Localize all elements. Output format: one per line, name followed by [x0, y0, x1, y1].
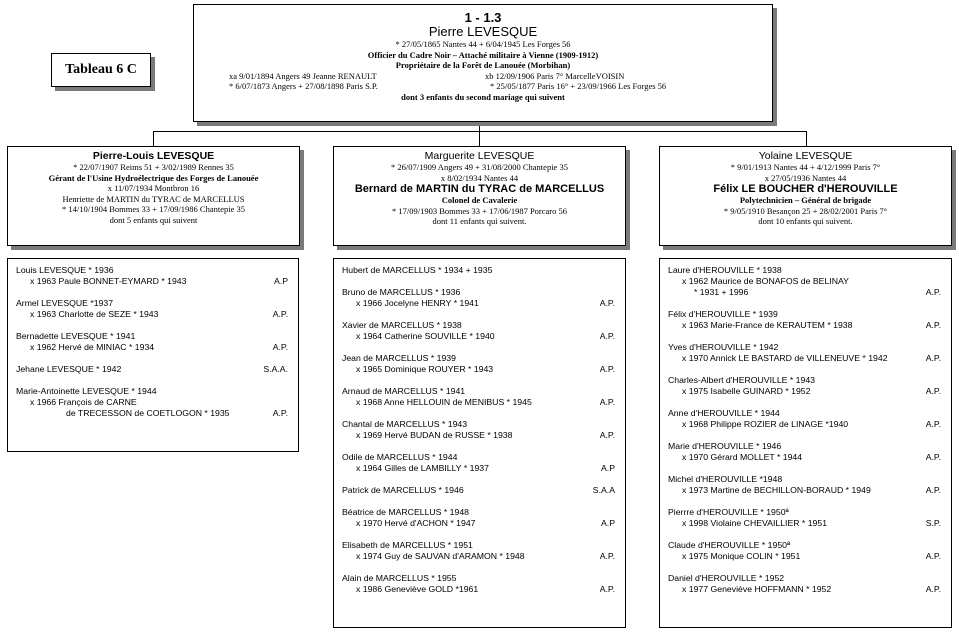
descendant-entry [668, 573, 941, 595]
child-spouse: Bernard de MARTIN du TYRAC de MARCELLUS [354, 183, 605, 195]
descendant-name: Xavier de MARCELLUS * 1938 [342, 320, 462, 330]
descendants-list-marguerite [333, 258, 626, 628]
root-spouse-dates-row [194, 81, 772, 92]
connector-horizontal [153, 131, 807, 132]
descendant-spouse: x 1965 Dominique ROUYER * 1943 [356, 364, 494, 374]
descendant-entry [342, 452, 615, 474]
connector-left [153, 131, 154, 146]
descendant-spouse-dates: * 1931 + 1996 [694, 287, 749, 297]
descendant-status-note: S.A.A [592, 485, 615, 495]
descendant-name: Jean de MARCELLUS * 1939 [342, 353, 456, 363]
descendant-status-note: A.P. [272, 408, 288, 418]
descendant-name: Bernadette LEVESQUE * 1941 [16, 331, 136, 341]
descendant-name: Bruno de MARCELLUS * 1936 [342, 287, 461, 297]
descendant-entry [668, 375, 941, 397]
descendant-status-note: A.P. [925, 419, 941, 429]
descendant-status-note: A.P. [599, 364, 615, 374]
descendant-entry [16, 364, 288, 375]
descendant-entry [668, 265, 941, 298]
descendant-spouse: x 1975 Monique COLIN * 1951 [682, 551, 801, 561]
descendant-spouse: x 1986 Geneviève GOLD *1961 [356, 584, 479, 594]
descendant-status-note: A.P [273, 276, 288, 286]
descendant-entry [342, 573, 615, 595]
child-box-pierre-louis [7, 146, 300, 246]
descendant-spouse-cont: de TRECESSON de COETLOGON * 1935 [66, 408, 230, 418]
descendant-spouse: x 1977 Geneviève HOFFMANN * 1952 [682, 584, 832, 594]
descendant-name: Odile de MARCELLUS * 1944 [342, 452, 458, 462]
descendants-list-yolaine [659, 258, 952, 628]
child-spouse: Henriette de MARTIN du TYRAC de MARCELLUS [62, 193, 245, 204]
root-title-2: Propriétaire de la Forêt de Lanouée (Morbihan) [395, 60, 571, 70]
child-spouse-dates: * 17/09/1903 Bommes 33 + 17/06/1987 Porcaro 56 [391, 205, 568, 216]
child-spouse-dates: * 14/10/1904 Bommes 33 + 17/09/1986 Chantepie 35 [61, 204, 246, 214]
descendant-spouse: x 1963 Marie-France de KERAUTEM * 1938 [682, 320, 853, 330]
child-footer: dont 5 enfants qui suivent [109, 214, 198, 225]
descendant-spouse: x 1969 Hervé BUDAN de RUSSE * 1938 [356, 430, 513, 440]
descendant-spouse: x 1966 Jocelyne HENRY * 1941 [356, 298, 479, 308]
descendant-spouse: x 1964 Catherine SOUVILLE * 1940 [356, 331, 495, 341]
descendant-name: Jehane LEVESQUE * 1942 [16, 364, 122, 374]
descendant-name: Michel d'HEROUVILLE *1948 [668, 474, 783, 484]
descendant-status-note: A.P. [599, 331, 615, 341]
descendant-spouse: x 1966 François de CARNE [30, 397, 137, 407]
descendant-name: Elisabeth de MARCELLUS * 1951 [342, 540, 473, 550]
child-marriage: x 11/07/1934 Montbron 16 [107, 183, 200, 193]
descendant-entry [668, 342, 941, 364]
descendant-entry [668, 540, 941, 562]
descendant-status-note: S.A.A. [263, 364, 288, 374]
tableau-label: Tableau 6 C [51, 53, 151, 87]
descendant-name: Pierrre d'HEROUVILLE * 1950ª [668, 507, 789, 517]
descendant-name: Chantal de MARCELLUS * 1943 [342, 419, 468, 429]
descendant-status-note: S.P. [925, 518, 941, 528]
descendant-entry [16, 386, 288, 419]
root-name: Pierre LEVESQUE [428, 24, 538, 39]
descendant-status-note: A.P. [925, 485, 941, 495]
descendant-status-note: A.P. [925, 386, 941, 396]
descendant-spouse: x 1968 Anne HELLOUIN de MENIBUS * 1945 [356, 397, 532, 407]
root-footer: dont 3 enfants du second mariage qui suivent [401, 91, 565, 102]
descendant-entry [342, 320, 615, 342]
descendant-status-note: A.P. [272, 342, 288, 352]
descendant-status-note: A.P. [925, 320, 941, 330]
descendant-spouse: x 1962 Hervé de MINIAC * 1934 [30, 342, 155, 352]
descendant-entry [342, 287, 615, 309]
root-spouse-b: xb 12/09/1906 Paris 7° MarcelleVOISIN [485, 70, 625, 81]
child-title: Gérant de l'Usine Hydroélectrique des Forges de Lanouée [48, 172, 259, 183]
descendant-name: Alain de MARCELLUS * 1955 [342, 573, 457, 583]
descendant-status-note: A.P. [599, 584, 615, 594]
child-box-marguerite [333, 146, 626, 246]
descendant-name: Yves d'HEROUVILLE * 1942 [668, 342, 779, 352]
descendant-name: Marie d'HEROUVILLE * 1946 [668, 441, 782, 451]
child-marriage: x 27/05/1936 Nantes 44 [764, 172, 847, 183]
descendant-name: Louis LEVESQUE * 1936 [16, 265, 114, 275]
descendant-entry [342, 353, 615, 375]
descendant-entry [342, 386, 615, 408]
descendant-name: Félix d'HEROUVILLE * 1939 [668, 309, 778, 319]
descendant-status-note: A.P [600, 463, 615, 473]
descendant-name: Daniel d'HEROUVILLE * 1952 [668, 573, 785, 583]
descendant-status-note: A.P. [599, 551, 615, 561]
child-box-yolaine [659, 146, 952, 246]
descendant-name: Hubert de MARCELLUS * 1934 + 1935 [342, 265, 493, 275]
descendant-status-note: A.P. [925, 353, 941, 363]
root-spouse-b-dates: * 25/05/1877 Paris 16° + 23/09/1966 Les Forges 56 [490, 81, 667, 91]
descendant-status-note: A.P. [925, 452, 941, 462]
child-dates: * 26/07/1909 Angers 49 + 31/08/2000 Chantepie 35 [391, 162, 568, 172]
root-spouse-a: xa 9/01/1894 Angers 49 Jeanne RENAULT [229, 70, 377, 81]
descendant-entry [668, 309, 941, 331]
descendant-name: Arnaud de MARCELLUS * 1941 [342, 386, 466, 396]
child-footer: dont 11 enfants qui suivent. [432, 216, 527, 226]
descendant-spouse: x 1970 Annick LE BASTARD de VILLENEUVE * 1942 [682, 353, 888, 363]
descendant-spouse: x 1973 Martine de BECHILLON-BORAUD * 1949 [682, 485, 871, 495]
descendant-spouse: x 1963 Paule BONNET-EYMARD * 1943 [30, 276, 187, 286]
descendant-name: Béatrice de MARCELLUS * 1948 [342, 507, 469, 517]
descendant-entry [16, 298, 288, 320]
descendant-entry [668, 408, 941, 430]
descendant-entry [342, 507, 615, 529]
descendant-entry [668, 441, 941, 463]
descendant-spouse: x 1998 Violaine CHEVAILLIER * 1951 [682, 518, 828, 528]
descendant-spouse: x 1975 Isabelle GUINARD * 1952 [682, 386, 811, 396]
child-marriage: x 8/02/1934 Nantes 44 [440, 172, 519, 183]
descendant-spouse: x 1963 Charlotte de SEZE * 1943 [30, 309, 159, 319]
child-spouse: Félix LE BOUCHER d'HEROUVILLE [713, 183, 898, 195]
descendant-status-note: A.P. [925, 551, 941, 561]
descendant-name: Anne d'HEROUVILLE * 1944 [668, 408, 780, 418]
descendant-entry [16, 265, 288, 287]
descendant-status-note: A.P. [272, 309, 288, 319]
descendant-entry [668, 507, 941, 529]
child-footer: dont 10 enfants qui suivent. [758, 216, 853, 226]
child-dates: * 22/07/1907 Reims 51 + 3/02/1989 Rennes 35 [73, 162, 234, 172]
root-dates: * 27/05/1865 Nantes 44 + 6/04/1945 Les Forges 56 [395, 39, 571, 49]
descendant-status-note: A.P. [599, 298, 615, 308]
descendant-spouse: x 1968 Philippe ROZIER de LINAGE *1940 [682, 419, 849, 429]
descendant-name: Charles-Albert d'HEROUVILLE * 1943 [668, 375, 816, 385]
child-name: Marguerite LEVESQUE [424, 150, 535, 162]
root-id: 1 - 1.3 [464, 10, 502, 25]
child-name: Pierre-Louis LEVESQUE [92, 150, 215, 162]
root-spouses-row [194, 71, 772, 82]
descendant-status-note: A.P. [925, 584, 941, 594]
descendant-entry [342, 485, 615, 496]
descendant-name: Patrick de MARCELLUS * 1946 [342, 485, 464, 495]
child-name: Yolaine LEVESQUE [758, 150, 853, 162]
root-spouse-a-dates: * 6/07/1873 Angers + 27/08/1898 Paris S.P. [229, 81, 378, 91]
descendant-status-note: A.P. [599, 397, 615, 407]
connector-right [806, 131, 807, 146]
descendant-spouse: x 1974 Guy de SAUVAN d'ARAMON * 1948 [356, 551, 525, 561]
descendant-name: Marie-Antoinette LEVESQUE * 1944 [16, 386, 157, 396]
descendant-spouse: x 1970 Gérard MOLLET * 1944 [682, 452, 803, 462]
descendant-status-note: A.P. [925, 287, 941, 297]
descendant-name: Claude d'HEROUVILLE * 1950ª [668, 540, 791, 550]
descendant-entry [668, 474, 941, 496]
descendant-entry [342, 265, 615, 276]
descendant-name: Laure d'HEROUVILLE * 1938 [668, 265, 782, 275]
descendant-name: Armel LEVESQUE *1937 [16, 298, 114, 308]
descendant-entry [342, 419, 615, 441]
descendant-status-note: A.P [600, 518, 615, 528]
descendant-entry [16, 331, 288, 353]
descendant-status-note: A.P. [599, 430, 615, 440]
root-title-1: Officier du Cadre Noir – Attaché militaire à Vienne (1909-1912) [367, 49, 599, 60]
root-person-box [193, 4, 773, 122]
connector-center [479, 131, 480, 146]
descendant-entry [342, 540, 615, 562]
child-title: Colonel de Cavalerie [441, 195, 518, 205]
child-title: Polytechnicien – Général de brigade [739, 195, 872, 205]
descendants-list-pierre-louis [7, 258, 299, 452]
descendant-spouse: x 1964 Gilles de LAMBILLY * 1937 [356, 463, 489, 473]
descendant-spouse: x 1962 Maurice de BONAFOS de BELINAY [682, 276, 849, 286]
child-spouse-dates: * 9/05/1910 Besançon 25 + 28/02/2001 Paris 7° [723, 205, 888, 216]
descendant-spouse: x 1970 Hervé d'ACHON * 1947 [356, 518, 476, 528]
child-dates: * 9/01/1913 Nantes 44 + 4/12/1999 Paris 7° [730, 162, 881, 172]
